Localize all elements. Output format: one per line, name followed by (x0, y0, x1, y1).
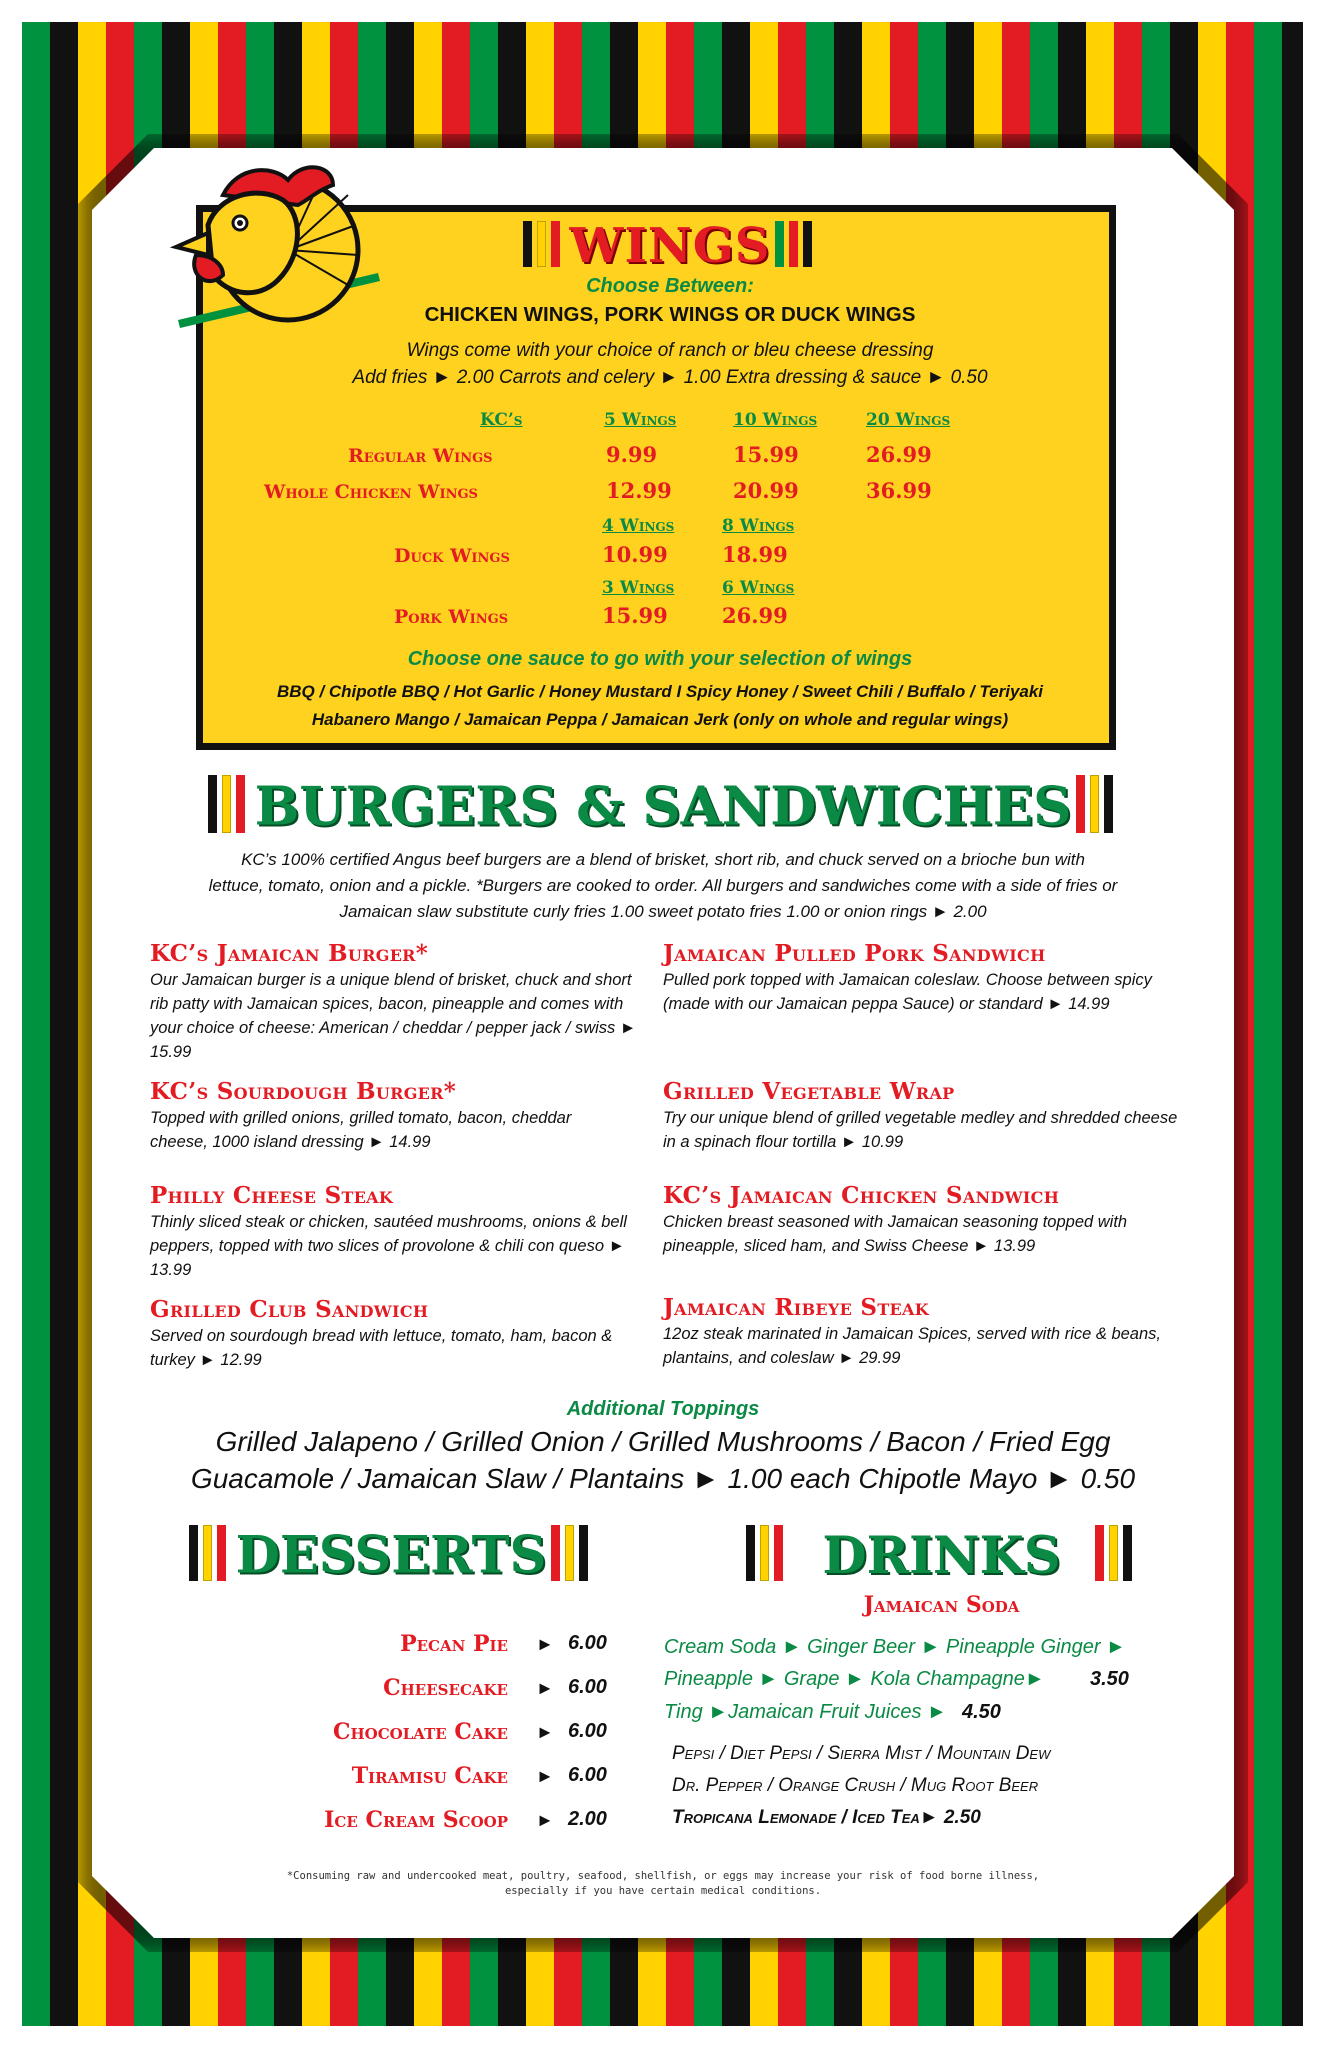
desserts-header (136, 1525, 646, 1586)
sauce-list-line1: BBQ / Chipotle BBQ / Hot Garlic / Honey Mustard I Spicy Honey / Sweet Chili / Buffalo / Teriyaki (276, 682, 1044, 701)
stripe-accent-left (746, 1525, 788, 1586)
stripe-accent-left (208, 775, 250, 838)
jamaican-soda-price: 3.50 (1090, 1668, 1129, 1690)
dessert-chocolate-cake: Chocolate Cake (333, 1719, 508, 1745)
duck-wings-label: Duck Wings (394, 545, 510, 567)
regular-wings-20-price: 26.99 (866, 442, 932, 467)
stripe-accent-right (1076, 775, 1118, 838)
duck-col-8: 8 Wings (722, 516, 795, 536)
item-title-grilled-club: Grilled Club Sandwich (150, 1296, 429, 1323)
duck-col-4: 4 Wings (602, 516, 675, 536)
wings-types: CHICKEN WINGS, PORK WINGS OR DUCK WINGS (424, 303, 916, 326)
dessert-cheesecake: Cheesecake (383, 1675, 508, 1701)
pork-wings-6-price: 26.99 (722, 603, 788, 628)
dessert-ice-cream-scoop-price: 2.00 (568, 1808, 607, 1830)
dessert-pecan-pie-price: 6.00 (568, 1632, 607, 1654)
burgers-intro-line2: lettuce, tomato, onion and a pickle. *Burgers are cooked to order. All burgers and sandwiches come with a side of fries or (208, 876, 1118, 895)
item-title-ribeye-steak: Jamaican Ribeye Steak (663, 1294, 929, 1321)
drinks-title: DRINKS (822, 1525, 1061, 1586)
disclaimer-line1: *Consuming raw and undercooked meat, poultry, seafood, shellfish, or eggs may increase your risk of food borne illness, (286, 1870, 1040, 1882)
pork-col-3: 3 Wings (602, 578, 675, 598)
desserts-title: DESSERTS (235, 1525, 547, 1586)
jamaican-soda-line2: Pineapple ► Grape ► Kola Champagne► (664, 1668, 1045, 1690)
dessert-ice-cream-scoop: Ice Cream Scoop (324, 1807, 508, 1833)
wings-title: WINGS (569, 218, 771, 274)
stripe-accent-right (551, 1525, 593, 1586)
burgers-title: BURGERS & SANDWICHES (254, 775, 1072, 838)
toppings-line1: Grilled Jalapeno / Grilled Onion / Grilled Mushrooms / Bacon / Fried Egg (215, 1426, 1111, 1457)
item-title-philly-cheese-steak: Philly Cheese Steak (150, 1182, 394, 1209)
arrow-icon: ► (536, 1678, 554, 1698)
stripe-accent-left (523, 221, 565, 272)
dessert-pecan-pie: Pecan Pie (400, 1631, 508, 1657)
pork-wings-3-price: 15.99 (602, 603, 668, 628)
arrow-icon: ► (536, 1766, 554, 1786)
pork-wings-label: Pork Wings (394, 606, 509, 628)
item-desc-pulled-pork: Pulled pork topped with Jamaican coleslaw. Choose between spicy (made with our Jamaican peppa Sauce) or standard ► 14.99 (663, 971, 1152, 1013)
wings-col-20: 20 Wings (866, 410, 951, 430)
item-desc-grilled-club: Served on sourdough bread with lettuce, tomato, ham, bacon & turkey ► 12.99 (150, 1327, 613, 1369)
wings-col-kcs: KC’s (480, 410, 523, 430)
duck-wings-4-price: 10.99 (602, 542, 668, 567)
regular-wings-label: Regular Wings (348, 445, 493, 467)
wings-note-addons: Add fries ► 2.00 Carrots and celery ► 1.00 Extra dressing & sauce ► 0.50 (352, 367, 988, 388)
juices-line: Ting ►Jamaican Fruit Juices ► (664, 1701, 947, 1723)
item-desc-vegetable-wrap: Try our unique blend of grilled vegetable medley and shredded cheese in a spinach flour tortilla ► 10.99 (663, 1109, 1178, 1151)
wings-header (470, 218, 870, 274)
wings-col-10: 10 Wings (733, 410, 818, 430)
item-desc-chicken-sandwich: Chicken breast seasoned with Jamaican seasoning topped with pineapple, sliced ham, and Swiss Cheese ► 13.99 (663, 1213, 1128, 1255)
toppings-title: Additional Toppings (566, 1398, 760, 1420)
stripe-accent-left (189, 1525, 231, 1586)
soda-list-line1: Pepsi / Diet Pepsi / Sierra Mist / Mountain Dew (672, 1743, 1051, 1764)
wings-col-5: 5 Wings (604, 410, 677, 430)
jamaican-soda-subtitle: Jamaican Soda (863, 1592, 1020, 1618)
dessert-tiramisu-cake-price: 6.00 (568, 1764, 607, 1786)
juices-price: 4.50 (962, 1701, 1001, 1723)
drinks-header (694, 1525, 1189, 1586)
dessert-tiramisu-cake: Tiramisu Cake (351, 1763, 508, 1789)
sauce-list-line2: Habanero Mango / Jamaican Peppa / Jamaican Jerk (only on whole and regular wings) (311, 710, 1009, 729)
toppings-line2: Guacamole / Jamaican Slaw / Plantains ► 1.00 each Chipotle Mayo ► 0.50 (190, 1463, 1136, 1494)
soda-list-line3: Tropicana Lemonade / Iced Tea► 2.50 (672, 1807, 981, 1828)
whole-wings-20-price: 36.99 (866, 478, 932, 503)
stripe-accent-right (775, 221, 817, 272)
item-title-vegetable-wrap: Grilled Vegetable Wrap (663, 1078, 955, 1105)
dessert-cheesecake-price: 6.00 (568, 1676, 607, 1698)
whole-wings-label: Whole Chicken Wings (264, 481, 478, 503)
disclaimer-line2: especially if you have certain medical conditions. (504, 1885, 822, 1897)
burgers-intro-line3: Jamaican slaw substitute curly fries 1.00 sweet potato fries 1.00 or onion rings ► 2.00 (339, 902, 987, 921)
arrow-icon: ► (536, 1810, 554, 1830)
pork-col-6: 6 Wings (722, 578, 795, 598)
soda-list-line2: Dr. Pepper / Orange Crush / Mug Root Beer (672, 1775, 1039, 1796)
item-title-chicken-sandwich: KC’s Jamaican Chicken Sandwich (663, 1182, 1060, 1209)
item-desc-ribeye-steak: 12oz steak marinated in Jamaican Spices, served with rice & beans, plantains, and coleslaw ► 29.99 (663, 1325, 1161, 1367)
dessert-chocolate-cake-price: 6.00 (568, 1720, 607, 1742)
burgers-header (130, 775, 1196, 838)
arrow-icon: ► (536, 1634, 554, 1654)
stripe-accent-right (1095, 1525, 1137, 1586)
item-title-pulled-pork: Jamaican Pulled Pork Sandwich (663, 940, 1046, 967)
burgers-intro-line1: KC’s 100% certified Angus beef burgers are a blend of brisket, short rib, and chuck served on a brioche bun with (241, 850, 1085, 869)
whole-wings-5-price: 12.99 (606, 478, 672, 503)
duck-wings-8-price: 18.99 (722, 542, 788, 567)
jamaican-soda-line1: Cream Soda ► Ginger Beer ► Pineapple Ginger ► (664, 1636, 1126, 1658)
wings-choose-label: Choose Between: (586, 275, 754, 297)
item-title-jamaican-burger: KC’s Jamaican Burger* (150, 940, 429, 967)
item-desc-sourdough-burger: Topped with grilled onions, grilled tomato, bacon, cheddar cheese, 1000 island dressing ► 14.99 (150, 1109, 572, 1151)
whole-wings-10-price: 20.99 (733, 478, 799, 503)
item-desc-jamaican-burger: Our Jamaican burger is a unique blend of brisket, chuck and short rib patty with Jamaican spices, bacon, pineapple and comes with your choice of cheese: American / cheddar / pepper jack / swiss ► 15.99 (150, 971, 637, 1061)
item-desc-philly-cheese-steak: Thinly sliced steak or chicken, sautéed mushrooms, onions & bell peppers, topped with two slices of provolone & chili con queso ► 13.99 (150, 1213, 627, 1279)
item-title-sourdough-burger: KC’s Sourdough Burger* (150, 1078, 457, 1105)
sauce-title: Choose one sauce to go with your selection of wings (407, 648, 913, 670)
regular-wings-5-price: 9.99 (606, 442, 658, 467)
arrow-icon: ► (536, 1722, 554, 1742)
wings-note-dressing: Wings come with your choice of ranch or bleu cheese dressing (406, 340, 934, 361)
regular-wings-10-price: 15.99 (733, 442, 799, 467)
